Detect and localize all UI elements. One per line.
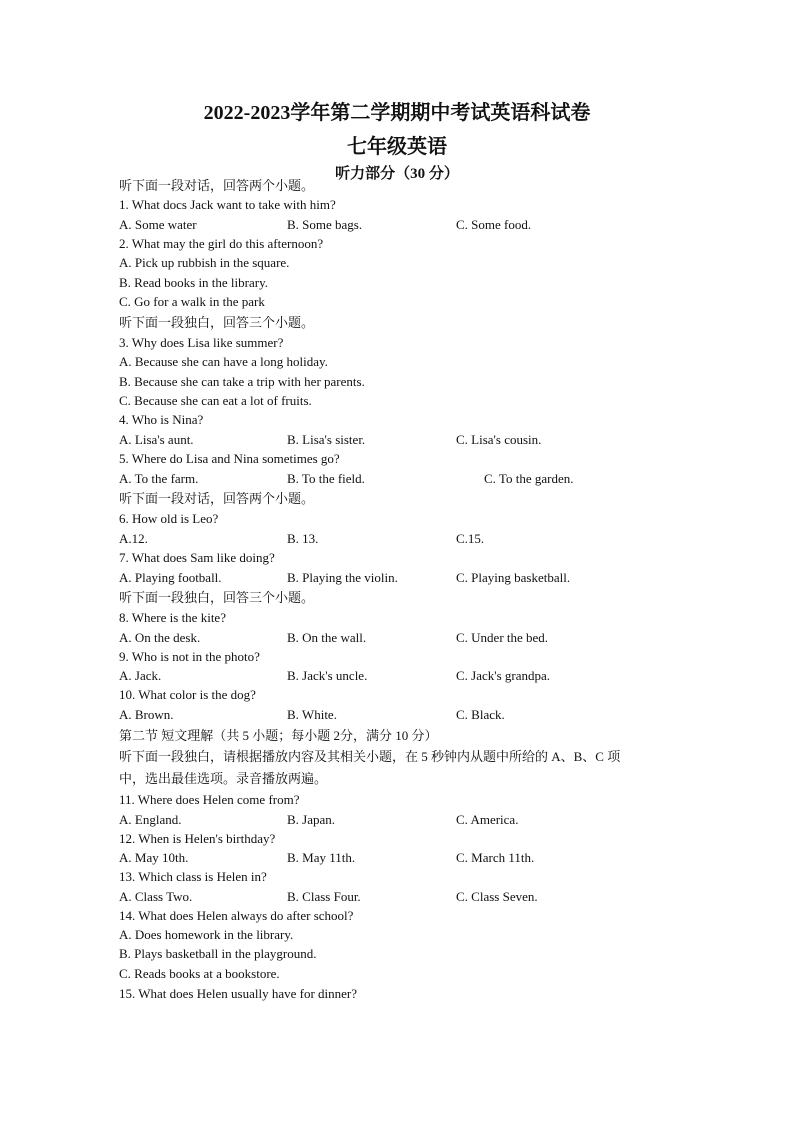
answer-option: B. Some bags. (287, 217, 363, 232)
answer-option: C. Under the bed. (456, 630, 549, 645)
text-line: B. Because she can take a trip with her parents. (119, 374, 365, 389)
text-line: B. Plays basketball in the playground. (119, 946, 317, 961)
answer-option: B. On the wall. (287, 630, 367, 645)
text-line: 15. What does Helen usually have for dinner? (119, 986, 358, 1001)
answer-option: B. Japan. (287, 812, 336, 827)
answer-option: B. Jack's uncle. (287, 668, 368, 683)
answer-option: B. To the field. (287, 471, 365, 486)
answer-option: B. Playing the violin. (287, 570, 398, 585)
text-line: 第二节 短文理解（共 5 小题；每小题 2分，满分 10 分） (119, 728, 438, 743)
text-line: 14. What does Helen always do after school? (119, 908, 354, 923)
text-line: 7. What does Sam like doing? (119, 550, 275, 565)
text-line: 1. What docs Jack want to take with him? (119, 197, 336, 212)
exam-title: 2022-2023学年第二学期期中考试英语科试卷 (203, 102, 591, 124)
answer-option: C. America. (456, 812, 519, 827)
answer-option: C. March 11th. (456, 850, 535, 865)
answer-option: A. Lisa's aunt. (119, 432, 194, 447)
text-line: 听下面一段对话，回答两个小题。 (119, 491, 315, 506)
answer-option: C. To the garden. (484, 471, 574, 486)
text-line: 12. When is Helen's birthday? (119, 831, 276, 846)
text-line: 听下面一段独白，回答三个小题。 (119, 315, 315, 330)
text-line: 11. Where does Helen come from? (119, 792, 300, 807)
answer-option: A. England. (119, 812, 182, 827)
section-heading: 听力部分（30 分） (335, 166, 459, 182)
text-line: 10. What color is the dog? (119, 687, 256, 702)
answer-option: C. Class Seven. (456, 889, 538, 904)
text-line: 听下面一段对话，回答两个小题。 (119, 178, 315, 193)
text-line: 听下面一段独白，请根据播放内容及其相关小题，在 5 秒钟内从题中所给的 A、B、C 项 (119, 749, 621, 764)
answer-option: A. On the desk. (119, 630, 201, 645)
answer-option: C. Some food. (456, 217, 532, 232)
text-line: A. Pick up rubbish in the square. (119, 255, 290, 270)
text-line: 3. Why does Lisa like summer? (119, 335, 284, 350)
text-line: 5. Where do Lisa and Nina sometimes go? (119, 451, 340, 466)
answer-option: A. Brown. (119, 707, 174, 722)
text-line: 2. What may the girl do this afternoon? (119, 236, 324, 251)
text-line: 8. Where is the kite? (119, 610, 226, 625)
text-line: B. Read books in the library. (119, 275, 268, 290)
answer-option: C. Playing basketball. (456, 570, 571, 585)
answer-option: B. White. (287, 707, 337, 722)
text-line: A. Because she can have a long holiday. (119, 354, 328, 369)
answer-option: A. Class Two. (119, 889, 193, 904)
text-line: C. Go for a walk in the park (119, 294, 265, 309)
text-line: 听下面一段独白，回答三个小题。 (119, 590, 315, 605)
answer-option: B. Lisa's sister. (287, 432, 366, 447)
text-line: C. Reads books at a bookstore. (119, 966, 280, 981)
answer-option: A. To the farm. (119, 471, 199, 486)
text-line: 6. How old is Leo? (119, 511, 219, 526)
text-line: C. Because she can eat a lot of fruits. (119, 393, 312, 408)
answer-option: B. 13. (287, 531, 319, 546)
answer-option: C.15. (456, 531, 485, 546)
answer-option: A.12. (119, 531, 148, 546)
answer-option: C. Black. (456, 707, 505, 722)
answer-option: A. Playing football. (119, 570, 222, 585)
answer-option: C. Jack's grandpa. (456, 668, 551, 683)
text-line: 9. Who is not in the photo? (119, 649, 260, 664)
text-line: A. Does homework in the library. (119, 927, 294, 942)
answer-option: B. Class Four. (287, 889, 361, 904)
text-line: 中，选出最佳选项。录音播放两遍。 (119, 771, 328, 786)
answer-option: B. May 11th. (287, 850, 356, 865)
answer-option: A. May 10th. (119, 850, 189, 865)
text-line: 13. Which class is Helen in? (119, 869, 267, 884)
text-line: 4. Who is Nina? (119, 412, 204, 427)
answer-option: A. Some water (119, 217, 197, 232)
exam-subtitle: 七年级英语 (347, 136, 447, 158)
answer-option: A. Jack. (119, 668, 162, 683)
answer-option: C. Lisa's cousin. (456, 432, 542, 447)
